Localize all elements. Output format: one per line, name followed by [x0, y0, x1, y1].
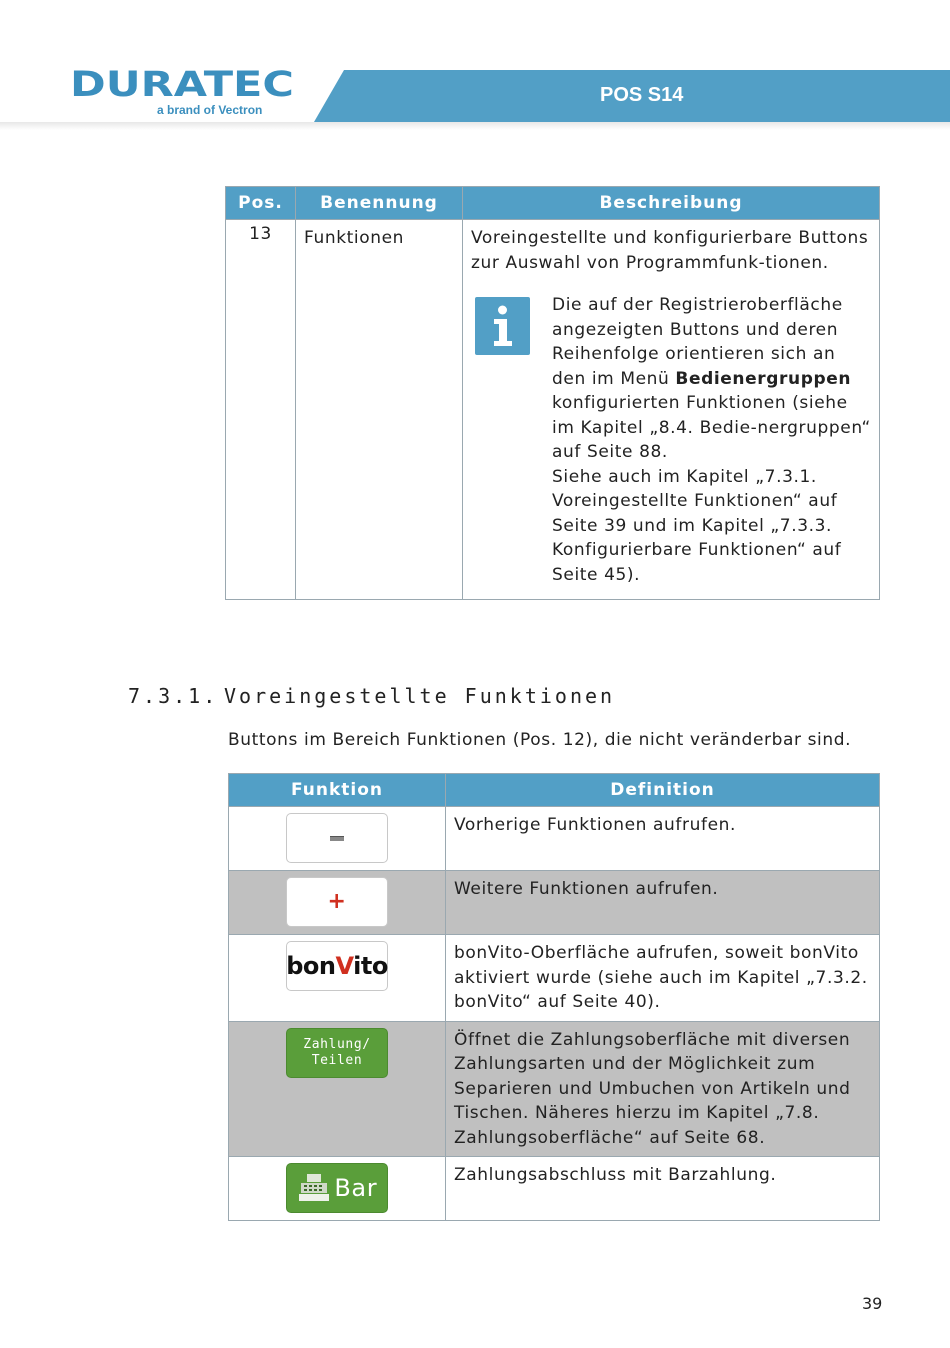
- zahlung-teilen-label: [303, 1037, 370, 1069]
- section-heading: [128, 684, 615, 708]
- table-row: [229, 807, 880, 871]
- definition-cell: bonVito-Oberfläche aufrufen, soweit bonVito aktiviert wurde (siehe auch im Kapitel „7.3.2. bonVito“ auf Seite 40).: [446, 935, 880, 1022]
- table-header-row: [226, 187, 880, 220]
- info-icon: [475, 297, 530, 355]
- bar-label: Bar: [334, 1173, 378, 1202]
- svg-text:DURATEC: DURATEC: [70, 66, 294, 100]
- table-row: [229, 935, 880, 1022]
- bonvito-label-v: V: [335, 951, 354, 980]
- table-row: [229, 1157, 880, 1221]
- plus-button[interactable]: [286, 877, 388, 927]
- section-intro: Buttons im Bereich Funktionen (Pos. 12), die nicht veränderbar sind.: [228, 730, 852, 750]
- section-number: 7.3.1.: [128, 684, 219, 708]
- position-table: [225, 186, 880, 600]
- info-text-part3: Siehe auch im Kapitel „7.3.1. Voreingestellte Funktionen“ auf Seite 39 und im Kapitel „7.3.3. Konfigurierbare Funktionen“ auf Seite 45).: [552, 466, 842, 585]
- table-row: [226, 220, 880, 600]
- bar-button[interactable]: [286, 1163, 388, 1213]
- header-definition: Definition: [446, 774, 880, 807]
- info-text-bold: Bedienergruppen: [675, 368, 852, 389]
- product-title: POS S14: [600, 84, 684, 106]
- zahlung-teilen-button[interactable]: [286, 1028, 388, 1078]
- info-note: [471, 293, 871, 587]
- brand-subtitle: a brand of Vectron: [157, 103, 263, 117]
- header-beschreibung: Beschreibung: [463, 187, 880, 220]
- function-cell: [229, 807, 446, 871]
- bonvito-button[interactable]: [286, 941, 388, 991]
- duratec-logo: [70, 66, 296, 100]
- info-text-part2: konfigurierten Funktionen (siehe im Kapitel „8.4. Bedie-nergruppen“ auf Seite 88.: [552, 393, 871, 462]
- bonvito-logo: [286, 951, 388, 980]
- definition-cell: Vorherige Funktionen aufrufen.: [446, 807, 880, 871]
- description-cell: [463, 220, 880, 600]
- function-cell: [229, 871, 446, 935]
- definition-cell: Zahlungsabschluss mit Barzahlung.: [446, 1157, 880, 1221]
- bonvito-label-b: ito: [353, 951, 388, 980]
- zahlung-label-line1: Zahlung/: [303, 1036, 371, 1052]
- cash-register-icon: [297, 1173, 331, 1203]
- bonvito-label-a: bon: [286, 951, 336, 980]
- definition-cell: Öffnet die Zahlungsoberfläche mit diversen Zahlungsarten und der Möglichkeit zum Separieren und Umbuchen von Artikeln und Tischen. Näheres hierzu im Kapitel „7.8. Zahlungsoberfläche“ auf Seite 68.: [446, 1021, 880, 1157]
- definition-cell: Weitere Funktionen aufrufen.: [446, 871, 880, 935]
- function-table: [228, 773, 880, 1221]
- header-shadow: [0, 122, 950, 130]
- header-benennung: Benennung: [296, 187, 463, 220]
- header-funktion: Funktion: [229, 774, 446, 807]
- zahlung-label-line2: Teilen: [311, 1052, 363, 1068]
- function-cell: [229, 1157, 446, 1221]
- section-title: Voreingestellte Funktionen: [224, 684, 616, 708]
- info-text-part1: Die auf der Registrieroberfläche angezeigten Buttons und deren Reihenfolge orientieren sich an den im Menü: [552, 295, 843, 389]
- description-text: Voreingestellte und konfigurierbare Buttons zur Auswahl von Programmfunk-tionen.: [471, 228, 869, 273]
- minus-icon: [330, 836, 344, 841]
- plus-icon: +: [327, 888, 347, 914]
- table-row: [229, 871, 880, 935]
- header-pos: Pos.: [226, 187, 296, 220]
- table-header-row: [229, 774, 880, 807]
- info-text: [552, 293, 871, 587]
- pos-cell: 13: [226, 220, 296, 600]
- name-cell: Funktionen: [296, 220, 463, 600]
- page-number: 39: [862, 1294, 883, 1313]
- minus-button[interactable]: [286, 813, 388, 863]
- function-cell: [229, 1021, 446, 1157]
- table-row: [229, 1021, 880, 1157]
- function-cell: [229, 935, 446, 1022]
